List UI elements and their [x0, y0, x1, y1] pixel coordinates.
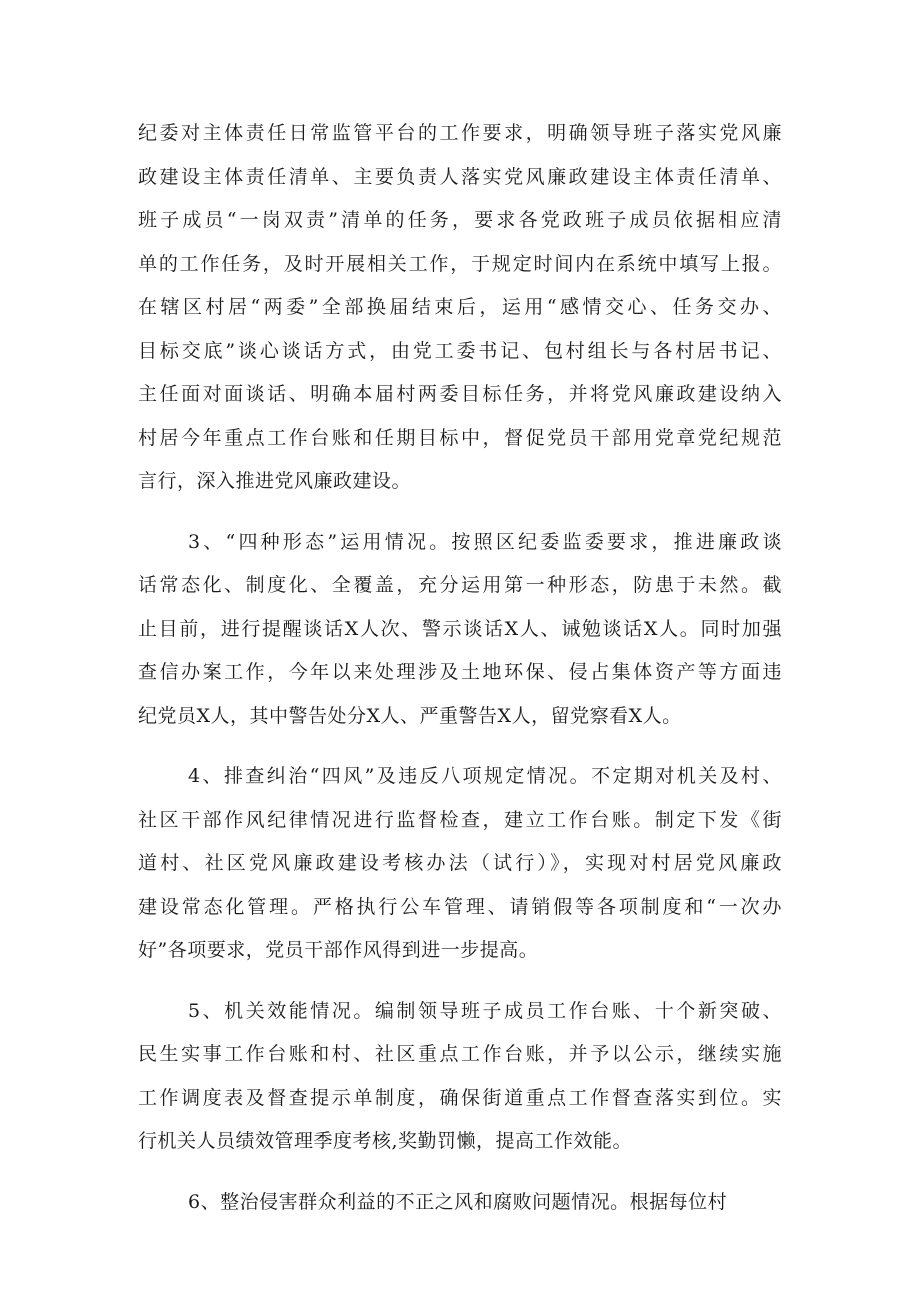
text-line: 言行，深入推进党风廉政建设。: [138, 470, 412, 492]
paragraph: [138, 990, 782, 1164]
paragraph-gap: [138, 1164, 782, 1181]
text-line: 在辖区村居“两委”全部换届结束后，运用“感情交心、任务交办、: [138, 296, 782, 318]
text-line: 4、排查纠治“四风”及违反八项规定情况。不定期对机关及村、: [188, 765, 782, 787]
text-line: 行机关人员绩效管理季度考核,奖勤罚懒，提高工作效能。: [138, 1130, 633, 1152]
text-line: 目标交底”谈心谈话方式，由党工委书记、包村组长与各村居书记、: [138, 339, 782, 362]
text-line: 村居今年重点工作台账和任期目标中，督促党员干部用党章党纪规范: [138, 426, 782, 449]
text-line: 主任面对面谈话、明确本届村两委目标任务，并将党风廉政建设纳入: [138, 383, 782, 405]
paragraph-gap: [138, 973, 782, 990]
text-line: 查信办案工作，今年以来处理涉及土地环保、侵占集体资产等方面违: [138, 661, 782, 683]
text-line: 话常态化、制度化、全覆盖，充分运用第一种形态，防患于未然。截: [138, 574, 782, 596]
paragraph-gap: [138, 738, 782, 755]
text-line: 道村、社区党风廉政建设考核办法（试行）》，实现对村居党风廉政: [138, 852, 782, 874]
text-line: 工作调度表及督查提示单制度，确保街道重点工作督查落实到位。实: [138, 1086, 782, 1109]
text-line: 止目前，进行提醒谈话X人次、警示谈话X人、诫勉谈话X人。同时加强: [138, 617, 782, 640]
paragraph: [138, 112, 782, 504]
text-line: 社区干部作风纪律情况进行监督检查，建立工作台账。制定下发《街: [138, 808, 782, 831]
paragraph: [138, 755, 782, 973]
text-line: 6、整治侵害群众利益的不正之风和腐败问题情况。根据每位村: [188, 1190, 728, 1213]
body-text: [138, 112, 782, 1224]
text-line: 纪党员X人，其中警告处分X人、严重警告X人，留党察看X人。: [138, 704, 682, 727]
text-line: 纪委对主体责任日常监管平台的工作要求，明确领导班子落实党风廉: [138, 122, 782, 144]
text-line: 政建设主体责任清单、主要负责人落实党风廉政建设主体责任清单、: [138, 165, 782, 188]
text-line: 5、机关效能情况。编制领导班子成员工作台账、十个新突破、: [188, 999, 782, 1022]
text-line: 建设常态化管理。严格执行公车管理、请销假等各项制度和“一次办: [138, 895, 782, 918]
text-line: 单的工作任务，及时开展相关工作，于规定时间内在系统中填写上报。: [138, 252, 782, 275]
text-line: 好”各项要求，党员干部作风得到进一步提高。: [138, 939, 539, 961]
text-line: 班子成员“一岗双责”清单的任务，要求各党政班子成员依据相应清: [138, 209, 782, 231]
paragraph: [138, 521, 782, 739]
text-line: 3、“四种形态”运用情况。按照区纪委监委要求，推进廉政谈: [188, 530, 782, 553]
paragraph: [138, 1181, 782, 1225]
paragraph-gap: [138, 504, 782, 521]
text-line: 民生实事工作台账和村、社区重点工作台账，并予以公示，继续实施: [138, 1043, 782, 1065]
